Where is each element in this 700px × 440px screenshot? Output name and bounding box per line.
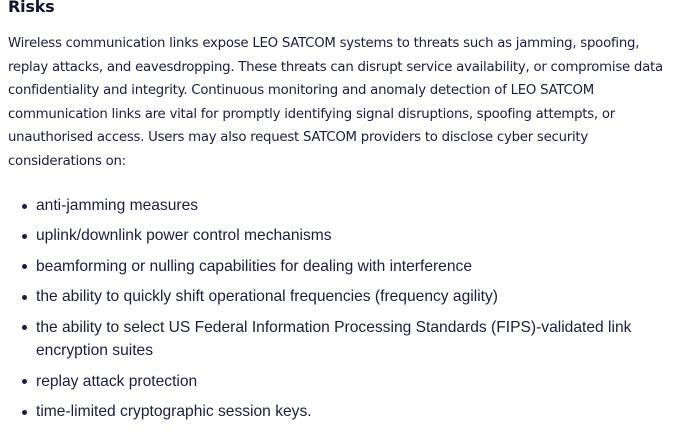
bullet-icon	[22, 234, 27, 239]
list-item-text: beamforming or nulling capabilities for dealing with interference	[36, 257, 472, 275]
bullet-icon	[22, 410, 27, 415]
list-item-text: uplink/downlink power control mechanisms	[36, 227, 332, 245]
list-item-text: the ability to quickly shift operational frequencies (frequency agility)	[36, 288, 498, 306]
bullet-icon	[22, 204, 27, 209]
list-item-text: the ability to select US Federal Information Processing Standards (FIPS)-validated link encryption suites	[36, 318, 632, 360]
bullet-icon	[22, 264, 27, 269]
list-item	[8, 255, 680, 279]
list-item	[8, 194, 680, 218]
list-item-text: time-limited cryptographic session keys.	[36, 403, 312, 421]
list-item	[8, 400, 680, 424]
list-item-text: anti-jamming measures	[36, 197, 199, 214]
bullet-icon	[22, 379, 27, 384]
list-item	[8, 316, 680, 364]
list-item	[8, 285, 680, 309]
list-item	[8, 370, 680, 394]
list-item	[8, 224, 680, 248]
list-item-text: replay attack protection	[36, 372, 198, 390]
bullet-icon	[22, 295, 27, 300]
section-heading: Risks	[8, 0, 55, 16]
intro-paragraph: Wireless communication links expose LEO SATCOM systems to threats such as jamming, spoofing, replay attacks, and eavesdropping. These threats can disrupt service availability, or compromise data confidentiality and integrity. Continuous monitoring and anomaly detection of LEO SATCOM communication links are vital for promptly identifying signal disruptions, spoofing attempts, or unauthorised access. Users may also request SATCOM providers to disclose cyber security considerations on:	[8, 36, 663, 169]
considerations-list	[8, 194, 680, 431]
bullet-icon	[22, 325, 27, 330]
